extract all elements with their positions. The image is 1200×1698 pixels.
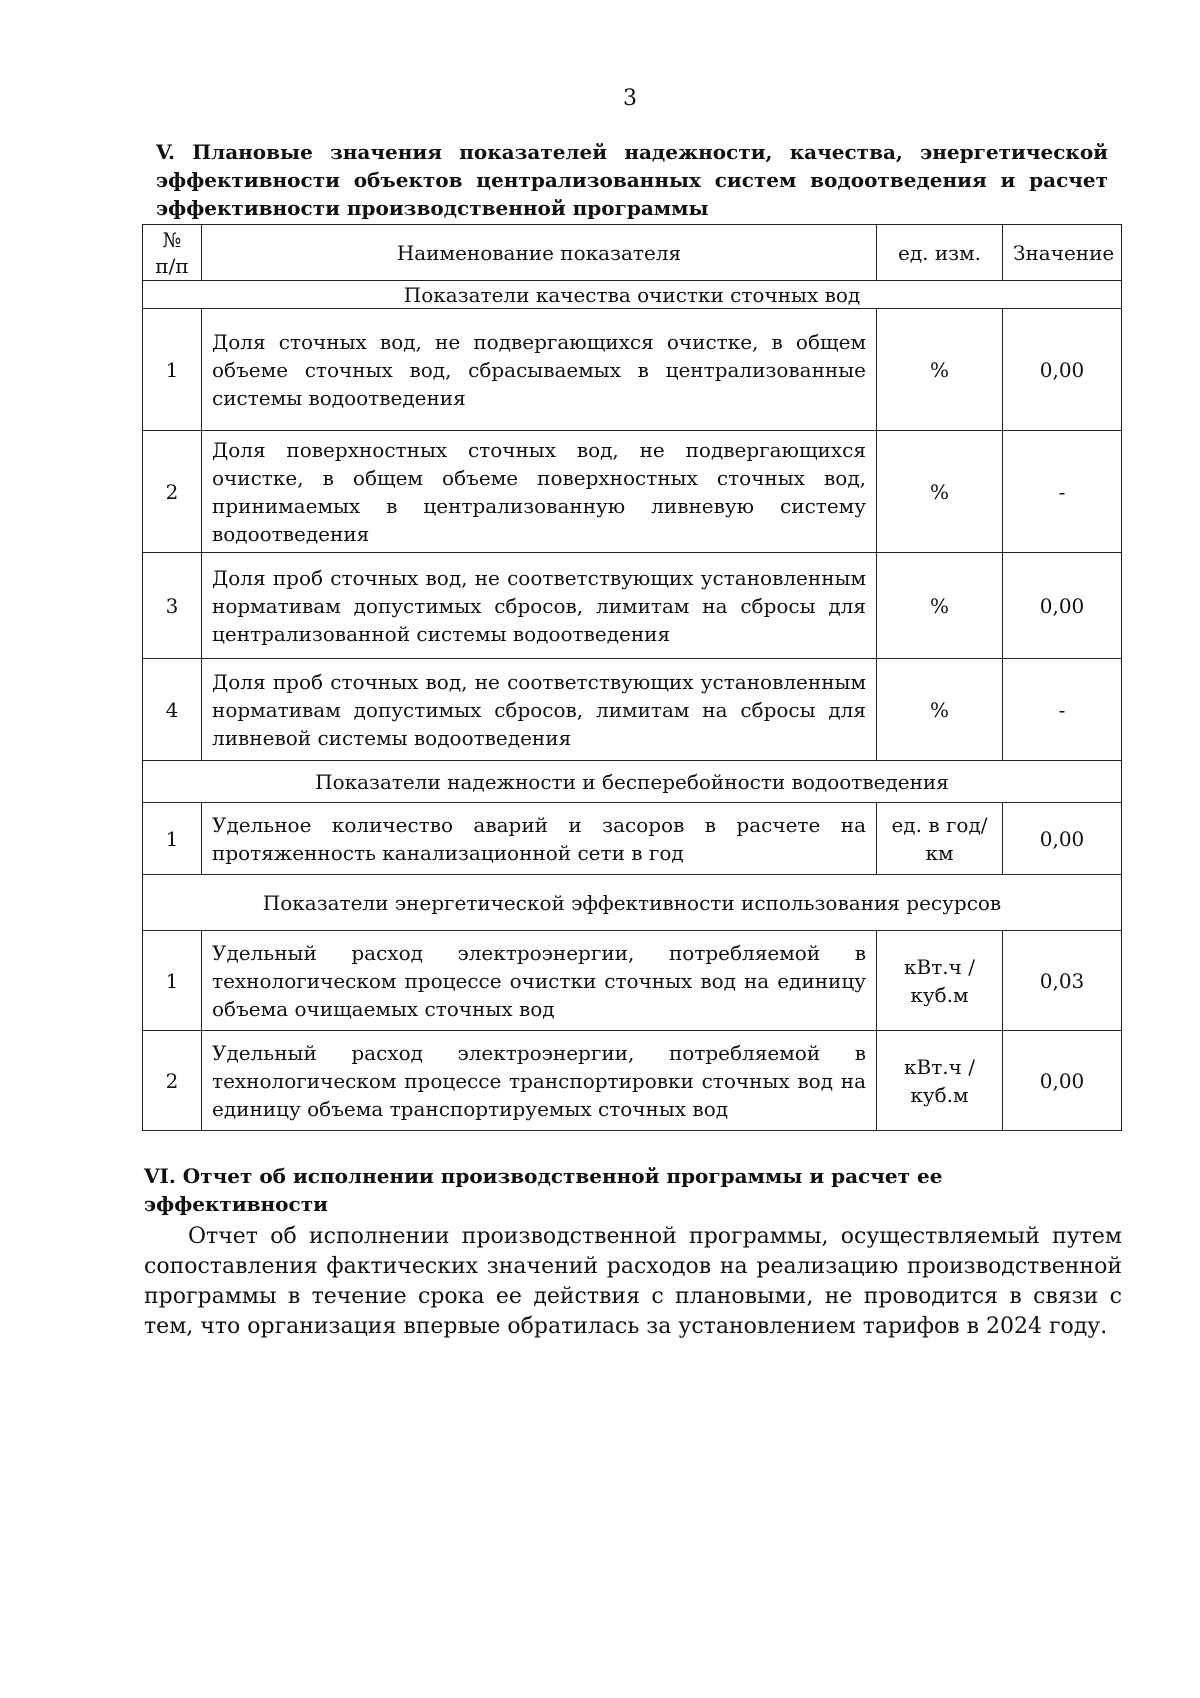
section-vi-paragraph: Отчет об исполнении производственной программы, осуществляемый путем сопоставления фактических значений расходов на реализацию производственной программы в течение срока ее действия с плановыми, не проводится в связи с тем, что организация впервые обратилась за установлением тарифов в 2024 году. [144, 1224, 1122, 1339]
row-unit: % [877, 553, 1003, 659]
section-v-heading: V. Плановые значения показателей надежности, качества, энергетической эффективности объектов централизованных систем водоотведения и расчет эффективности производственной программы [156, 140, 1108, 220]
header-value: Значение [1003, 225, 1122, 281]
row-name: Доля сточных вод, не подвергающихся очистке, в общем объеме сточных вод, сбрасываемых в централизованные системы водоотведения [202, 309, 877, 431]
row-name: Доля проб сточных вод, не соответствующих установленным нормативам допустимых сбросов, лимитам на сбросы для ливневой системы водоотведения [202, 659, 877, 761]
page-number: 3 [623, 86, 637, 111]
group-title: Показатели качества очистки сточных вод [143, 281, 1122, 309]
row-name: Удельный расход электроэнергии, потребляемой в технологическом процессе транспортировки сточных вод на единицу объема транспортируемых сточных вод [202, 1031, 877, 1131]
table-row [143, 659, 1122, 761]
group-title: Показатели энергетической эффективности использования ресурсов [143, 875, 1122, 931]
row-value: 0,00 [1003, 553, 1122, 659]
section-vi-heading: VI. Отчет об исполнении производственной программы и расчет ее эффективности [144, 1164, 943, 1216]
row-value: 0,00 [1003, 1031, 1122, 1131]
table-row [143, 431, 1122, 553]
row-unit: ед. в год/ км [877, 803, 1003, 875]
row-unit: % [877, 659, 1003, 761]
group-title: Показатели надежности и бесперебойности водоотведения [143, 761, 1122, 803]
group-row-reliability [143, 761, 1122, 803]
table-header-row [143, 225, 1122, 281]
table-row [143, 309, 1122, 431]
indicators-table [142, 224, 1122, 1131]
row-name: Удельное количество аварий и засоров в расчете на протяженность канализационной сети в год [202, 803, 877, 875]
table-row [143, 1031, 1122, 1131]
row-name: Удельный расход электроэнергии, потребляемой в технологическом процессе очистки сточных вод на единицу объема очищаемых сточных вод [202, 931, 877, 1031]
table-row [143, 931, 1122, 1031]
row-name: Доля поверхностных сточных вод, не подвергающихся очистке, в общем объеме поверхностных сточных вод, принимаемых в централизованную ливневую систему водоотведения [202, 431, 877, 553]
row-num: 3 [143, 553, 202, 659]
row-num: 2 [143, 431, 202, 553]
row-num: 1 [143, 931, 202, 1031]
row-num: 1 [143, 803, 202, 875]
header-name: Наименование показателя [202, 225, 877, 281]
row-value: 0,03 [1003, 931, 1122, 1031]
row-num: 1 [143, 309, 202, 431]
header-num: № п/п [143, 225, 202, 281]
row-unit: кВт.ч / куб.м [877, 1031, 1003, 1131]
row-unit: % [877, 309, 1003, 431]
header-unit: ед. изм. [877, 225, 1003, 281]
row-value: - [1003, 659, 1122, 761]
row-unit: кВт.ч / куб.м [877, 931, 1003, 1031]
row-num: 2 [143, 1031, 202, 1131]
table-row [143, 803, 1122, 875]
row-num: 4 [143, 659, 202, 761]
group-row-quality [143, 281, 1122, 309]
table-row [143, 553, 1122, 659]
row-value: 0,00 [1003, 309, 1122, 431]
group-row-energy [143, 875, 1122, 931]
row-value: 0,00 [1003, 803, 1122, 875]
row-unit: % [877, 431, 1003, 553]
row-name: Доля проб сточных вод, не соответствующих установленным нормативам допустимых сбросов, лимитам на сбросы для централизованной системы водоотведения [202, 553, 877, 659]
row-value: - [1003, 431, 1122, 553]
